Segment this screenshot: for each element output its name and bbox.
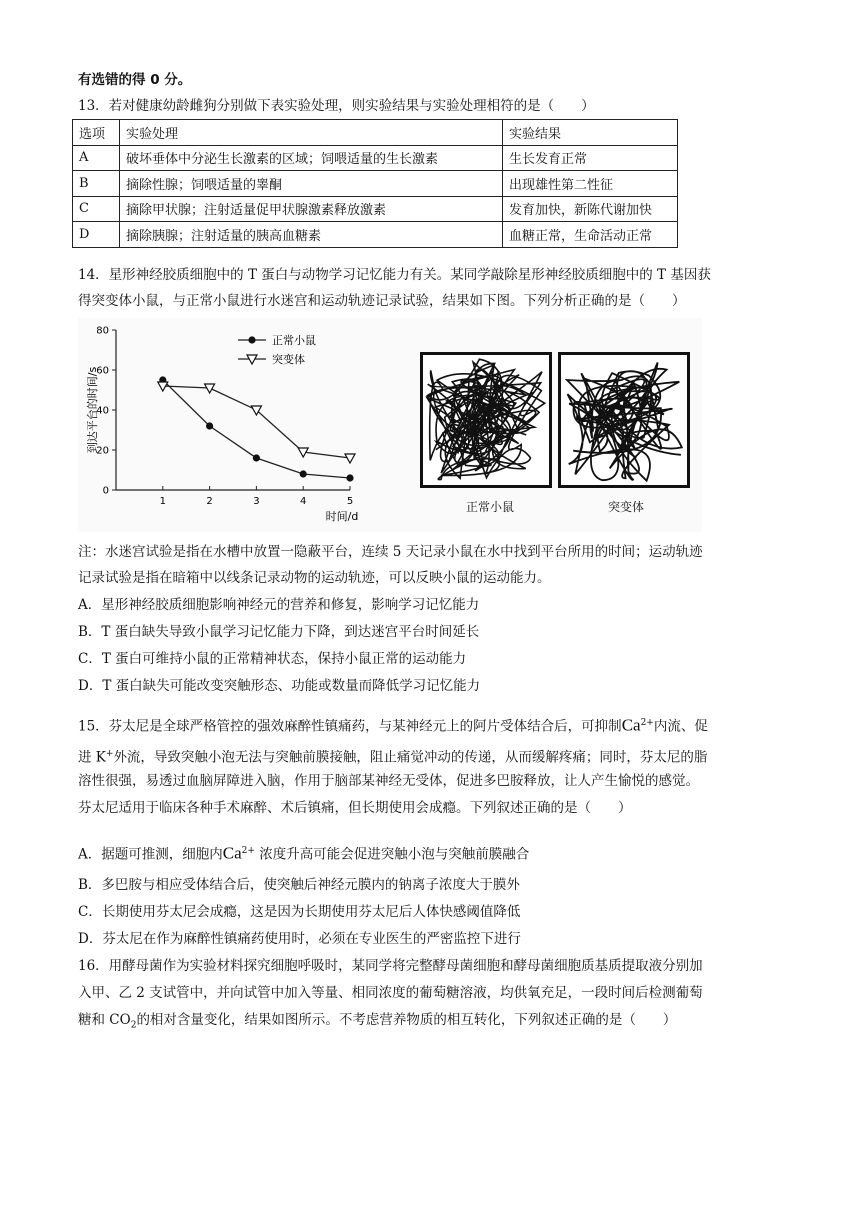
- potassium-charge: +: [105, 749, 114, 759]
- table-row: [73, 145, 678, 171]
- table-cell: 破坏垂体中分泌生长激素的区域；饲喂适量的生长激素: [120, 145, 503, 171]
- question-16-line-1: 16．用酵母菌作为实验材料探究细胞呼吸时，某同学将完整酵母菌细胞和酵母菌细胞质基质提取液分别加: [78, 958, 703, 974]
- trajectory-path: [567, 363, 682, 481]
- table-header-cell: 实验处理: [120, 120, 503, 146]
- data-point: [345, 454, 355, 463]
- question-14-note-1: 注：水迷宫试验是指在水槽中放置一隐蔽平台，连续 5 天记录小鼠在水中找到平台所用的时间；运动轨迹: [78, 544, 703, 560]
- question-15-line-2: [78, 744, 707, 768]
- table-row: [73, 196, 678, 222]
- series-line: [163, 386, 350, 458]
- x-tick-label: 4: [300, 496, 307, 507]
- x-tick-label: 5: [346, 496, 354, 507]
- y-axis-label: 到达平台的时间/s: [86, 366, 99, 454]
- question-15-line-3: 溶性很强，易透过血脑屏障进入脑，作用于脑部某神经无受体，促进多巴胺释放，让人产生愉悦的感觉。: [78, 773, 699, 789]
- trajectory-path: [427, 359, 545, 479]
- data-point: [248, 336, 255, 343]
- data-point: [206, 422, 213, 429]
- q15-option-text: 浓度升高可能会促进突触小泡与突触前膜融合: [259, 846, 530, 863]
- x-tick-label: 3: [253, 496, 260, 507]
- q15-text: 15．芬太尼是全球严格管控的强效麻醉性镇痛药，与某神经元上的阿片受体结合后，可抑制: [78, 718, 622, 735]
- section-note: 有选错的得 0 分。: [78, 72, 192, 88]
- table-cell: 发育加快，新陈代谢加快: [503, 196, 678, 222]
- y-tick-label: 60: [96, 365, 109, 377]
- calcium-symbol: Ca: [621, 715, 641, 735]
- question-15-option-c: C．长期使用芬太尼会成瘾，这是因为长期使用芬太尼后人体快感阈值降低: [78, 904, 521, 920]
- data-point: [346, 474, 353, 481]
- q15-text: 内流、促: [653, 718, 708, 735]
- question-16-line-2: 入甲、乙 2 支试管中，并向试管中加入等量、相同浓度的葡萄糖溶液，均供氧充足，一段时间后检测葡萄: [78, 985, 703, 1001]
- table-cell: A: [73, 145, 120, 171]
- table-cell: 出现雄性第二性征: [503, 171, 678, 197]
- question-14-option-a: A．星形神经胶质细胞影响神经元的营养和修复，影响学习记忆能力: [78, 597, 480, 613]
- question-14-figure: [78, 318, 702, 532]
- calcium-charge: 2+: [241, 846, 255, 856]
- series-line: [163, 380, 350, 478]
- data-point: [300, 470, 307, 477]
- table-cell: B: [73, 171, 120, 197]
- table-cell: 生长发育正常: [503, 145, 678, 171]
- x-axis-label: 时间/d: [325, 510, 359, 523]
- q15-option-text: A．据题可推测，细胞内: [78, 846, 223, 863]
- table-row: [73, 171, 678, 197]
- y-tick-label: 0: [102, 485, 109, 497]
- q16-text: 糖和 CO: [78, 1012, 131, 1028]
- trajectory-image-mutant: [558, 352, 690, 488]
- maze-label-mutant: 突变体: [608, 500, 645, 514]
- question-14-stem-2: 得突变体小鼠，与正常小鼠进行水迷宫和运动轨迹记录试验，结果如下图。下列分析正确的是（ ）: [78, 293, 686, 309]
- question-14-option-b: B．T 蛋白缺失导致小鼠学习记忆能力下降，到达迷宫平台时间延长: [78, 624, 480, 640]
- y-tick-label: 80: [96, 325, 109, 337]
- maze-label-normal: 正常小鼠: [466, 500, 515, 514]
- question-13-stem: 13．若对健康幼龄雌狗分别做下表实验处理，则实验结果与实验处理相符的是（ ）: [78, 98, 595, 114]
- question-15-option-a: [78, 841, 529, 865]
- table-cell: 摘除性腺；饲喂适量的睾酮: [120, 171, 503, 197]
- table-cell: C: [73, 196, 120, 222]
- table-header-row: [73, 120, 678, 146]
- question-14-option-c: C．T 蛋白可维持小鼠的正常精神状态，保持小鼠正常的运动能力: [78, 651, 467, 667]
- table-cell: 摘除甲状腺；注射适量促甲状腺激素释放激素: [120, 196, 503, 222]
- legend-label: 突变体: [272, 353, 305, 366]
- legend-label: 正常小鼠: [272, 334, 316, 347]
- question-15-option-b: B．多巴胺与相应受体结合后，使突触后神经元膜内的钠离子浓度大于膜外: [78, 877, 520, 893]
- x-tick-label: 1: [159, 496, 166, 507]
- trajectory-lines: [561, 355, 687, 485]
- q15-text: 进 K: [78, 749, 106, 766]
- calcium-charge: 2+: [640, 718, 654, 728]
- question-16-line-3: [78, 1010, 676, 1036]
- table-cell: 血糖正常，生命活动正常: [503, 222, 678, 248]
- table-cell: 摘除胰腺；注射适量的胰高血糖素: [120, 222, 503, 248]
- q16-text: 的相对含量变化，结果如图所示。不考虑营养物质的相互转化，下列叙述正确的是（ ）: [136, 1012, 677, 1028]
- table-cell: D: [73, 222, 120, 248]
- question-15-line-1: [78, 713, 708, 737]
- question-14-option-d: D．T 蛋白缺失可能改变突触形态、功能或数量而降低学习记忆能力: [78, 678, 481, 694]
- co2-subscript: 2: [130, 1020, 137, 1031]
- table-row: [73, 222, 678, 248]
- table-header-cell: 实验结果: [503, 120, 678, 146]
- question-15-option-d: D．芬太尼在作为麻醉性镇痛药使用时，必须在专业医生的严密监控下进行: [78, 931, 521, 947]
- trajectory-image-normal: [420, 352, 552, 488]
- x-tick-label: 2: [206, 496, 213, 507]
- y-tick-label: 40: [96, 405, 109, 417]
- experiment-table: [72, 119, 678, 248]
- question-15-line-4: 芬太尼适用于临床各种手术麻醉、术后镇痛，但长期使用会成瘾。下列叙述正确的是（ ）: [78, 800, 632, 816]
- trajectory-lines: [423, 355, 549, 485]
- water-maze-line-chart: [78, 318, 378, 532]
- table-header-cell: 选项: [73, 120, 120, 146]
- data-point: [253, 454, 260, 461]
- calcium-symbol: Ca: [222, 843, 242, 863]
- question-14-stem-1: 14．星形神经胶质细胞中的 T 蛋白与动物学习记忆能力有关。某同学敲除星形神经胶质细胞中的 T 基因获: [78, 267, 711, 283]
- y-tick-label: 20: [96, 445, 109, 457]
- question-14-note-2: 记录试验是指在暗箱中以线条记录动物的运动轨迹，可以反映小鼠的运动能力。: [78, 570, 551, 586]
- q15-text: 外流，导致突触小泡无法与突触前膜接触，阻止痛觉冲动的传递，从而缓解疼痛；同时，芬太尼的脂: [113, 749, 708, 766]
